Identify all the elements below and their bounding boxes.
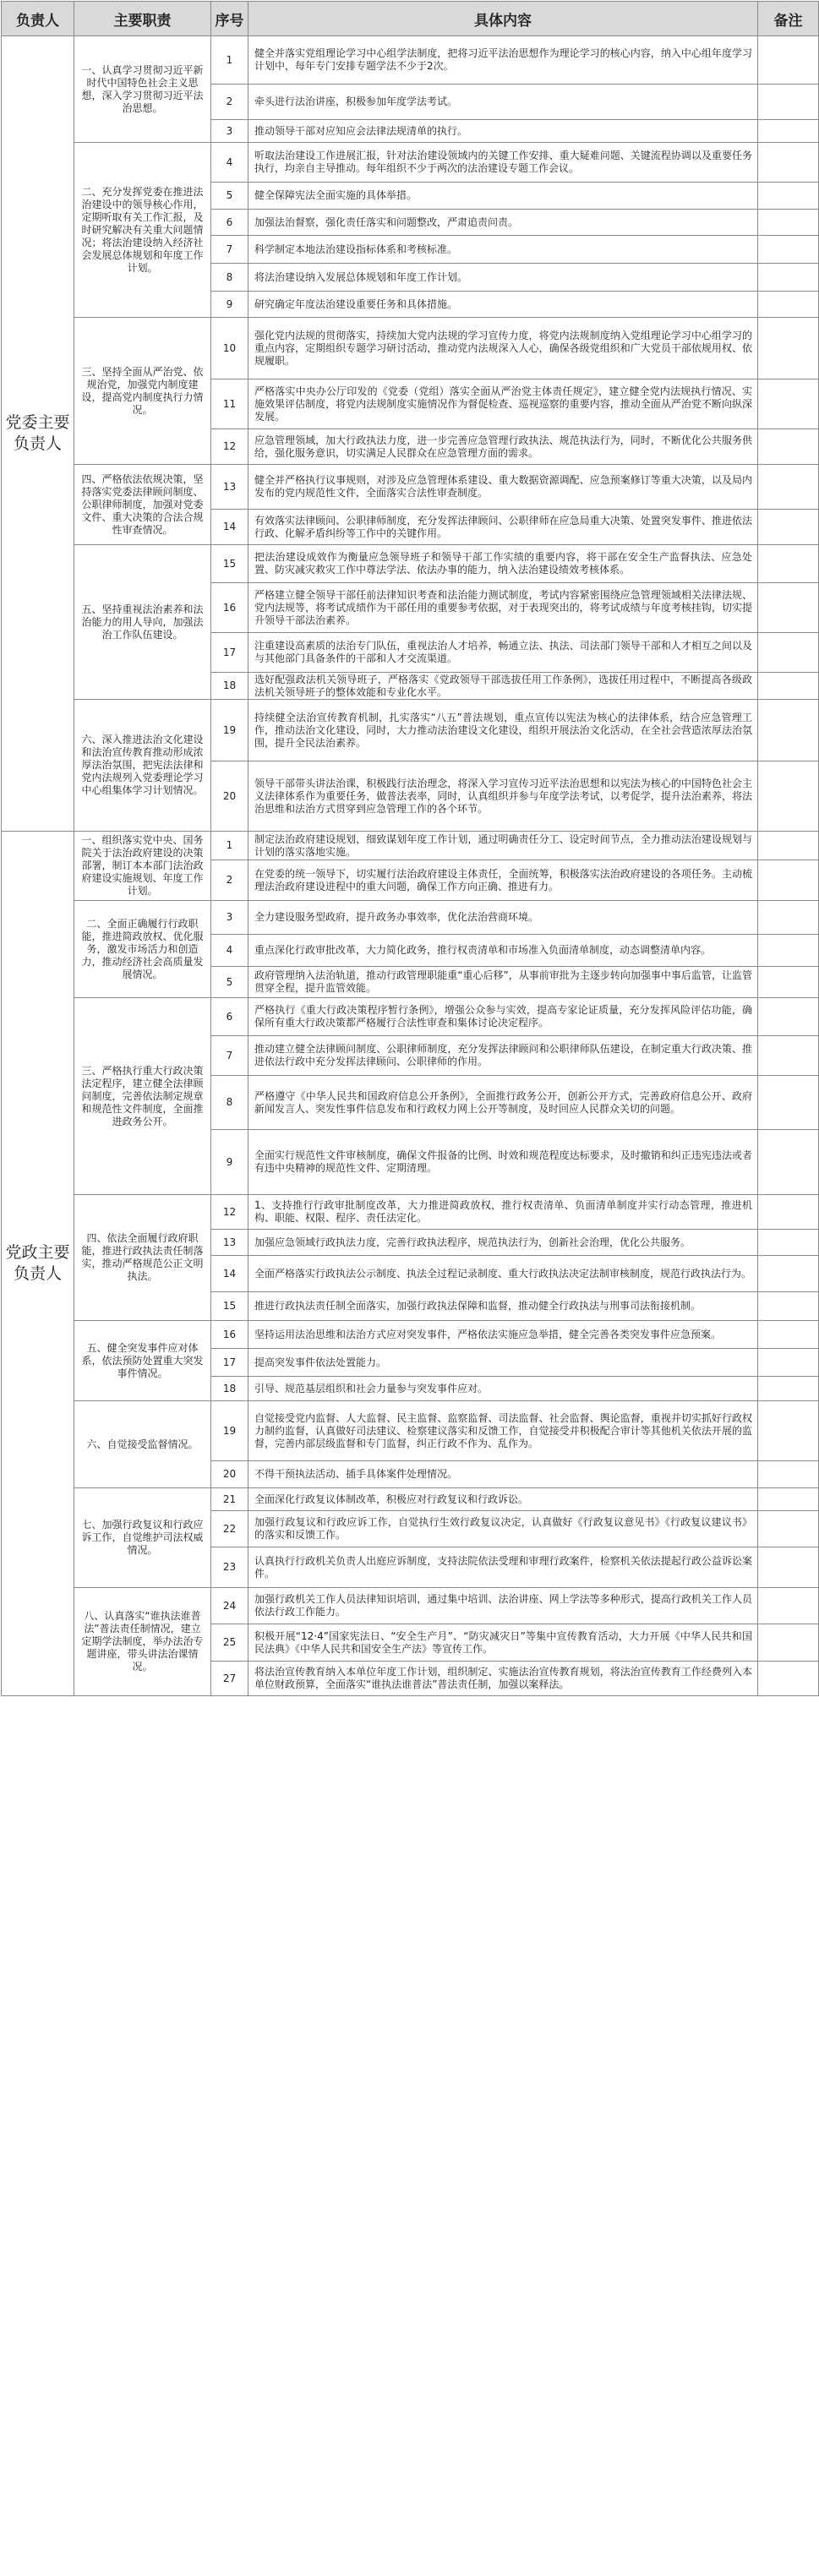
- content-cell: 研究确定年度法治建设重要任务和具体措施。: [248, 292, 758, 318]
- duty-cell: 五、坚持重视法治素养和法治能力的用人导向，加强法治工作队伍建设。: [74, 545, 211, 700]
- seq-cell: 7: [211, 236, 248, 264]
- seq-cell: 18: [211, 673, 248, 700]
- content-cell: 认真执行行政机关负责人出庭应诉制度，支持法院依法受理和审理行政案件，检察机关依法提起行政公益诉讼案件。: [248, 1547, 758, 1588]
- seq-cell: 10: [211, 318, 248, 379]
- seq-cell: 18: [211, 1377, 248, 1401]
- duty-cell: 七、加强行政复议和行政应诉工作，自觉维护司法权威情况。: [74, 1488, 211, 1588]
- header-duty: 主要职责: [74, 2, 211, 36]
- role-cell: 党委主要负责人: [2, 36, 74, 832]
- content-cell: 全面深化行政复议体制改革，积极应对行政复议和行政诉讼。: [248, 1488, 758, 1511]
- note-cell: [758, 1511, 819, 1547]
- content-cell: 在党委的统一领导下，切实履行法治政府建设主体责任，全面统筹，积极落实法治政府建设的各项任务。主动梳理法治政府建设进程中的重大问题，确保工作方向正确、推进有力。: [248, 860, 758, 901]
- table-header-row: [2, 2, 819, 36]
- note-cell: [758, 633, 819, 673]
- note-cell: [758, 935, 819, 967]
- content-cell: 加强行政复议和行政应诉工作，自觉执行生效行政复议决定，认真做好《行政复议意见书》《行政复议建议书》的落实和反馈工作。: [248, 1511, 758, 1547]
- seq-cell: 13: [211, 1230, 248, 1256]
- seq-cell: 5: [211, 967, 248, 998]
- content-cell: 加强行政机关工作人员法律知识培训，通过集中培训、法治讲座、网上学法等多种形式，提高行政机关工作人员依法行政工作能力。: [248, 1588, 758, 1624]
- note-cell: [758, 1076, 819, 1130]
- seq-cell: 1: [211, 832, 248, 860]
- note-cell: [758, 1377, 819, 1401]
- content-cell: 全力建设服务型政府，提升政务办事效率，优化法治营商环境。: [248, 901, 758, 935]
- seq-cell: 20: [211, 1461, 248, 1488]
- content-cell: 全面严格落实行政执法公示制度、执法全过程记录制度、重大行政执法决定法制审核制度，规范行政执法行为。: [248, 1256, 758, 1292]
- table-row: [2, 465, 819, 510]
- duty-cell: 五、健全突发事件应对体系，依法预防处置重大突发事件情况。: [74, 1321, 211, 1401]
- seq-cell: 5: [211, 183, 248, 210]
- seq-cell: 3: [211, 120, 248, 143]
- seq-cell: 3: [211, 901, 248, 935]
- note-cell: [758, 236, 819, 264]
- seq-cell: 12: [211, 1195, 248, 1230]
- seq-cell: 6: [211, 998, 248, 1036]
- table-row: [2, 832, 819, 860]
- note-cell: [758, 429, 819, 465]
- note-cell: [758, 967, 819, 998]
- duty-cell: 六、自觉接受监督情况。: [74, 1401, 211, 1488]
- note-cell: [758, 120, 819, 143]
- table-row: [2, 143, 819, 183]
- note-cell: [758, 1036, 819, 1076]
- note-cell: [758, 545, 819, 583]
- content-cell: 推动建立健全法律顾问制度、公职律师制度，充分发挥法律顾问和公职律师队伍建设，在制定重大行政决策、推进依法行政中充分发挥法律顾问、公职律师的作用。: [248, 1036, 758, 1076]
- duty-cell: 二、全面正确履行行政职能，推进简政放权、优化服务，激发市场活力和创造力，推动经济社会高质量发展情况。: [74, 901, 211, 998]
- seq-cell: 23: [211, 1547, 248, 1588]
- content-cell: 推进行政执法责任制全面落实，加强行政执法保障和监督，推动健全行政执法与刑事司法衔接机制。: [248, 1292, 758, 1321]
- seq-cell: 9: [211, 292, 248, 318]
- header-content: 具体内容: [248, 2, 758, 36]
- seq-cell: 4: [211, 935, 248, 967]
- note-cell: [758, 832, 819, 860]
- content-cell: 坚持运用法治思维和法治方式应对突发事件，严格依法实施应急举措，健全完善各类突发事件应急预案。: [248, 1321, 758, 1349]
- content-cell: 把法治建设成效作为衡量应急领导班子和领导干部工作实绩的重要内容，将干部在安全生产监督执法、应急处置、防灾减灾救灾工作中尊法学法、依法办事的能力，纳入法治建设绩效考核体系。: [248, 545, 758, 583]
- seq-cell: 13: [211, 465, 248, 510]
- duty-cell: 六、深入推进法治文化建设和法治宣传教育推动形成浓厚法治氛围，把宪法法律和党内法规列入党委理论学习中心组集体学习计划情况。: [74, 700, 211, 832]
- seq-cell: 14: [211, 510, 248, 545]
- note-cell: [758, 379, 819, 429]
- duty-cell: 三、严格执行重大行政决策法定程序，建立健全法律顾问制度，完善依法制定规章和规范性文件制度，全面推进政务公开。: [74, 998, 211, 1195]
- content-cell: 牵头进行法治讲座，积极参加年度学法考试。: [248, 85, 758, 120]
- seq-cell: 9: [211, 1130, 248, 1195]
- content-cell: 选好配强政法机关领导班子，严格落实《党政领导干部选拔任用工作条例》，选拔任用过程中，不断提高各级政法机关领导班子的整体效能和专业化水平。: [248, 673, 758, 700]
- note-cell: [758, 860, 819, 901]
- duty-cell: 一、认真学习贯彻习近平新时代中国特色社会主义思想，深入学习贯彻习近平法治思想。: [74, 36, 211, 143]
- seq-cell: 20: [211, 761, 248, 832]
- content-cell: 加强应急领域行政执法力度，完善行政执法程序，规范执法行为，创新社会治理，优化公共服务。: [248, 1230, 758, 1256]
- content-cell: 全面实行规范性文件审核制度，确保文件报备的比例、时效和规范程度达标要求，及时撤销和纠正违宪违法或者有违中央精神的规范性文件、定期清理。: [248, 1130, 758, 1195]
- content-cell: 有效落实法律顾问、公职律师制度，充分发挥法律顾问、公职律师在应急局重大决策、处置突发事件、推进依法行政、化解矛盾纠纷等工作中的关键作用。: [248, 510, 758, 545]
- table-row: [2, 318, 819, 379]
- content-cell: 加强法治督察，强化责任落实和问题整改，严肃追责问责。: [248, 210, 758, 236]
- duty-cell: 四、依法全面履行政府职能，推进行政执法责任制落实，推动严格规范公正文明执法。: [74, 1195, 211, 1321]
- seq-cell: 25: [211, 1624, 248, 1662]
- seq-cell: 8: [211, 264, 248, 292]
- note-cell: [758, 318, 819, 379]
- seq-cell: 1: [211, 36, 248, 85]
- content-cell: 制定法治政府建设规划，细致谋划年度工作计划，通过明确责任分工、设定时间节点，全力推动法治建设规划与计划的落实落地实施。: [248, 832, 758, 860]
- table-row: [2, 545, 819, 583]
- note-cell: [758, 1321, 819, 1349]
- seq-cell: 15: [211, 545, 248, 583]
- table-body: [2, 36, 819, 1696]
- content-cell: 强化党内法规的贯彻落实，持续加大党内法规的学习宣传力度，将党内法规制度纳入党组理论学习中心组学习的重点内容，定期组织专题学习研讨活动，推动党内法规深入人心，确保各级党组织和广大党员干部依规用权、依规履职。: [248, 318, 758, 379]
- note-cell: [758, 1230, 819, 1256]
- note-cell: [758, 210, 819, 236]
- content-cell: 健全并落实党组理论学习中心组学法制度，把将习近平法治思想作为理论学习的核心内容，纳入中心组年度学习计划中，每年专门安排专题学法不少于2次。: [248, 36, 758, 85]
- seq-cell: 2: [211, 85, 248, 120]
- table-row: [2, 1401, 819, 1461]
- seq-cell: 22: [211, 1511, 248, 1547]
- seq-cell: 19: [211, 700, 248, 761]
- content-cell: 持续健全法治宣传教育机制，扎实落实“八五”普法规划，重点宣传以宪法为核心的法律体系，结合应急管理工作，推动法治文化建设，同时，大力推动法治建设文化建设，组织开展法治文化活动，在全社会营造浓厚法治氛围，提升全民法治素养。: [248, 700, 758, 761]
- seq-cell: 16: [211, 1321, 248, 1349]
- note-cell: [758, 700, 819, 761]
- note-cell: [758, 998, 819, 1036]
- table-row: [2, 998, 819, 1036]
- note-cell: [758, 36, 819, 85]
- header-note: 备注: [758, 2, 819, 36]
- note-cell: [758, 1130, 819, 1195]
- note-cell: [758, 673, 819, 700]
- content-cell: 严格执行《重大行政决策程序暂行条例》，增强公众参与实效，提高专家论证质量，充分发挥风险评估功能，确保所有重大行政决策都严格履行合法性审查和集体讨论决定程序。: [248, 998, 758, 1036]
- content-cell: 不得干预执法活动、插手具体案件处理情况。: [248, 1461, 758, 1488]
- note-cell: [758, 292, 819, 318]
- content-cell: 推动领导干部对应知应会法律法规清单的执行。: [248, 120, 758, 143]
- table-row: [2, 700, 819, 761]
- duty-cell: 二、充分发挥党委在推进法治建设中的领导核心作用，定期听取有关工作汇报，及时研究解决有关重大问题情况；将法治建设纳入经济社会发展总体规划和年度工作计划。: [74, 143, 211, 318]
- seq-cell: 8: [211, 1076, 248, 1130]
- note-cell: [758, 85, 819, 120]
- note-cell: [758, 264, 819, 292]
- seq-cell: 4: [211, 143, 248, 183]
- seq-cell: 17: [211, 1349, 248, 1377]
- note-cell: [758, 1401, 819, 1461]
- note-cell: [758, 1256, 819, 1292]
- duty-cell: 一、组织落实党中央、国务院关于法治政府建设的决策部署，制订本本部门法治政府建设实施规划、年度工作计划。: [74, 832, 211, 901]
- note-cell: [758, 1662, 819, 1696]
- seq-cell: 17: [211, 633, 248, 673]
- content-cell: 重点深化行政审批改革，大力简化政务，推行权责清单和市场准入负面清单制度，动态调整清单内容。: [248, 935, 758, 967]
- content-cell: 健全并严格执行议事规则，对涉及应急管理体系建设、重大数据资源调配、应急预案修订等重大决策，以及局内发布的党内规范性文件，全面落实合法性审查制度。: [248, 465, 758, 510]
- note-cell: [758, 583, 819, 633]
- content-cell: 严格建立健全领导干部任前法律知识考查和法治能力测试制度，考试内容紧密围绕应急管理领域相关法律法规、党内法规等，将考试成绩作为干部任用的重要参考依据，对于表现突出的，将考试成绩与年度考核挂钩，切实提升领导干部法治素养。: [248, 583, 758, 633]
- role-cell: 党政主要负责人: [2, 832, 74, 1696]
- content-cell: 自觉接受党内监督、人大监督、民主监督、监察监督、司法监督、社会监督、舆论监督，重视并切实抓好行政权力制约监督，认真做好司法建议、检察建议落实和反馈工作，自觉接受并积极配合审计等其他机关依法开展的监督，完善内部层级监督和专门监督，纠正行政不作为、乱作为。: [248, 1401, 758, 1461]
- note-cell: [758, 1488, 819, 1511]
- seq-cell: 2: [211, 860, 248, 901]
- content-cell: 科学制定本地法治建设指标体系和考核标准。: [248, 236, 758, 264]
- content-cell: 严格遵守《中华人民共和国政府信息公开条例》，全面推行政务公开，创新公开方式，完善政府信息公开、政府新闻发言人、突发性事件信息发布和行政权力网上公开等制度，及时回应人民群众关切的问题。: [248, 1076, 758, 1130]
- note-cell: [758, 1624, 819, 1662]
- content-cell: 严格落实中央办公厅印发的《党委（党组）落实全面从严治党主体责任规定》，建立健全党内法规执行情况、实施效果评估制度，将党内法规制度实施情况作为督促检查、巡视巡察的重要内容，推动全面从严治党不断向纵深发展。: [248, 379, 758, 429]
- note-cell: [758, 1461, 819, 1488]
- content-cell: 注重建设高素质的法治专门队伍，重视法治人才培养，畅通立法、执法、司法部门领导干部和人才相互之间以及与其他部门具备条件的干部和人才交流渠道。: [248, 633, 758, 673]
- content-cell: 应急管理领域，加大行政执法力度，进一步完善应急管理行政执法、规范执法行为，同时，不断优化公共服务供给，强化服务意识，切实满足人民群众在应急管理方面的需求。: [248, 429, 758, 465]
- duty-cell: 四、严格依法依规决策，坚持落实党委法律顾问制度、公职律师制度，加强对党委文件、重大决策的合法合规性审查情况。: [74, 465, 211, 545]
- content-cell: 1、支持推行行政审批制度改革，大力推进简政放权，推行权责清单、负面清单制度并实行动态管理，推进机构、职能、权限、程序、责任法定化。: [248, 1195, 758, 1230]
- note-cell: [758, 1195, 819, 1230]
- table-row: [2, 1488, 819, 1511]
- content-cell: 领导干部带头讲法治课，积极践行法治理念，将深入学习宣传习近平法治思想和以宪法为核心的中国特色社会主义法律体系作为重要任务，做普法表率，同时，认真组织并参与年度学法考试，以考促学，提升法治素养，将法治思维和法治方式贯穿到应急管理工作的各个环节。: [248, 761, 758, 832]
- content-cell: 将法治宣传教育纳入本单位年度工作计划，组织制定、实施法治宣传教育规划，将法治宣传教育工作经费列入本单位财政预算，全面落实“谁执法谁普法”普法责任制，加强以案释法。: [248, 1662, 758, 1696]
- note-cell: [758, 510, 819, 545]
- content-cell: 提高突发事件依法处置能力。: [248, 1349, 758, 1377]
- note-cell: [758, 901, 819, 935]
- seq-cell: 7: [211, 1036, 248, 1076]
- content-cell: 政府管理纳入法治轨道，推动行政管理职能重“重心后移”，从事前审批为主逐步转向加强事中事后监管，让监管贯穿全程，提升监管效能。: [248, 967, 758, 998]
- table-row: [2, 36, 819, 85]
- note-cell: [758, 1588, 819, 1624]
- note-cell: [758, 1349, 819, 1377]
- seq-cell: 21: [211, 1488, 248, 1511]
- header-seq: 序号: [211, 2, 248, 36]
- content-cell: 积极开展“12·4”国家宪法日、“安全生产月”、“防灾减灾日”等集中宣传教育活动，大力开展《中华人民共和国民法典》《中华人民共和国安全生产法》等宣传工作。: [248, 1624, 758, 1662]
- content-cell: 将法治建设纳入发展总体规划和年度工作计划。: [248, 264, 758, 292]
- seq-cell: 12: [211, 429, 248, 465]
- table-row: [2, 1588, 819, 1624]
- note-cell: [758, 1547, 819, 1588]
- content-cell: 健全保障宪法全面实施的具体举措。: [248, 183, 758, 210]
- seq-cell: 14: [211, 1256, 248, 1292]
- seq-cell: 15: [211, 1292, 248, 1321]
- seq-cell: 16: [211, 583, 248, 633]
- table-row: [2, 901, 819, 935]
- duty-cell: 八、认真落实“谁执法谁普法”普法责任制情况，建立定期学法制度，举办法治专题讲座，带头讲法治课情况。: [74, 1588, 211, 1696]
- responsibility-table: [1, 1, 819, 1696]
- note-cell: [758, 183, 819, 210]
- duty-cell: 三、坚持全面从严治党、依规治党，加强党内制度建设，提高党内制度执行力情况。: [74, 318, 211, 465]
- table-row: [2, 1321, 819, 1349]
- note-cell: [758, 143, 819, 183]
- seq-cell: 6: [211, 210, 248, 236]
- table-row: [2, 1195, 819, 1230]
- header-role: 负责人: [2, 2, 74, 36]
- seq-cell: 24: [211, 1588, 248, 1624]
- content-cell: 听取法治建设工作进展汇报，针对法治建设领域内的关键工作安排、重大疑难问题、关键流程协调以及重要任务执行，均亲自主导推动。每年组织不少于两次的法治建设专题工作会议。: [248, 143, 758, 183]
- seq-cell: 19: [211, 1401, 248, 1461]
- note-cell: [758, 1292, 819, 1321]
- note-cell: [758, 465, 819, 510]
- seq-cell: 27: [211, 1662, 248, 1696]
- content-cell: 引导、规范基层组织和社会力量参与突发事件应对。: [248, 1377, 758, 1401]
- seq-cell: 11: [211, 379, 248, 429]
- note-cell: [758, 761, 819, 832]
